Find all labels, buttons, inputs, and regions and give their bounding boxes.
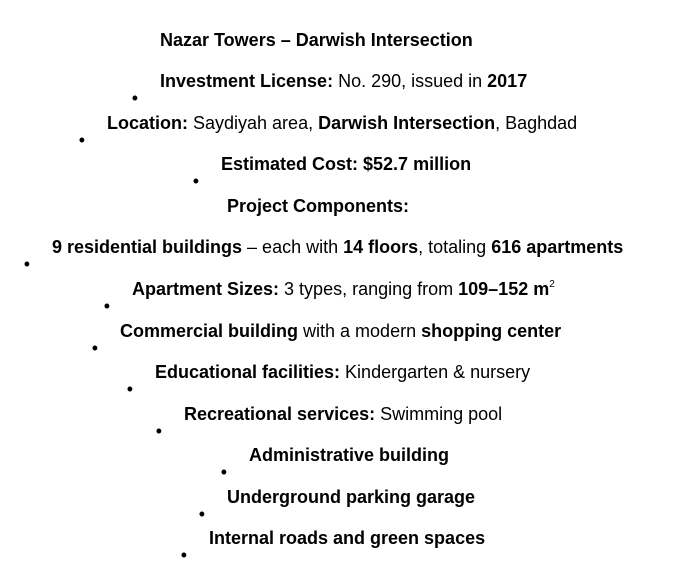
components-heading <box>227 195 409 217</box>
residential-text2: , totaling <box>418 237 492 257</box>
license-label: Investment License: <box>160 71 334 91</box>
bullet-icon: • <box>155 421 162 441</box>
components-heading-text: Project Components: <box>227 196 410 216</box>
residential-apartments: 616 apartments <box>491 237 624 257</box>
bullet-icon: • <box>192 171 199 191</box>
residential-floors: 14 floors <box>343 237 419 257</box>
bullet-icon: • <box>23 254 30 274</box>
bullet-icon: • <box>126 379 133 399</box>
list-item-roads <box>180 527 486 565</box>
list-item-sizes <box>103 278 555 316</box>
residential-count: 9 residential buildings <box>52 237 243 257</box>
cost-label: Estimated Cost: $52.7 million <box>221 154 472 174</box>
sizes-superscript: 2 <box>549 279 555 290</box>
bullet-icon: • <box>180 545 187 565</box>
commercial-center: shopping center <box>421 321 562 341</box>
page-title <box>160 29 473 51</box>
location-label: Location: <box>107 113 188 133</box>
license-text: No. 290, issued in <box>333 71 488 91</box>
bullet-icon: • <box>198 504 205 524</box>
bullet-icon: • <box>78 130 85 150</box>
license-year: 2017 <box>487 71 528 91</box>
commercial-text: with a modern <box>298 321 422 341</box>
bullet-icon: • <box>91 338 98 358</box>
list-item-license <box>131 70 528 108</box>
commercial-label: Commercial building <box>120 321 299 341</box>
list-item-education <box>126 361 531 399</box>
list-item-cost <box>192 153 472 191</box>
location-text: Saydiyah area, <box>188 113 319 133</box>
list-item-admin <box>220 444 450 482</box>
title-text: Nazar Towers – Darwish Intersection <box>160 30 473 50</box>
roads-label: Internal roads and green spaces <box>209 528 486 548</box>
education-text: Kindergarten & nursery <box>340 362 531 382</box>
list-item-location <box>78 112 578 150</box>
residential-text1: – each with <box>242 237 344 257</box>
sizes-range: 109–152 m <box>458 279 550 299</box>
education-label: Educational facilities: <box>155 362 341 382</box>
list-item-commercial <box>91 320 562 358</box>
recreation-text: Swimming pool <box>375 404 503 424</box>
list-item-residential <box>23 236 624 274</box>
sizes-label: Apartment Sizes: <box>132 279 280 299</box>
location-city: , Baghdad <box>495 113 578 133</box>
list-item-recreation <box>155 403 503 441</box>
parking-label: Underground parking garage <box>227 487 476 507</box>
bullet-icon: • <box>103 296 110 316</box>
bullet-icon: • <box>220 462 227 482</box>
list-item-parking <box>198 486 476 524</box>
admin-label: Administrative building <box>249 445 450 465</box>
bullet-icon: • <box>131 88 138 108</box>
sizes-text: 3 types, ranging from <box>279 279 459 299</box>
recreation-label: Recreational services: <box>184 404 376 424</box>
location-place: Darwish Intersection <box>318 113 496 133</box>
